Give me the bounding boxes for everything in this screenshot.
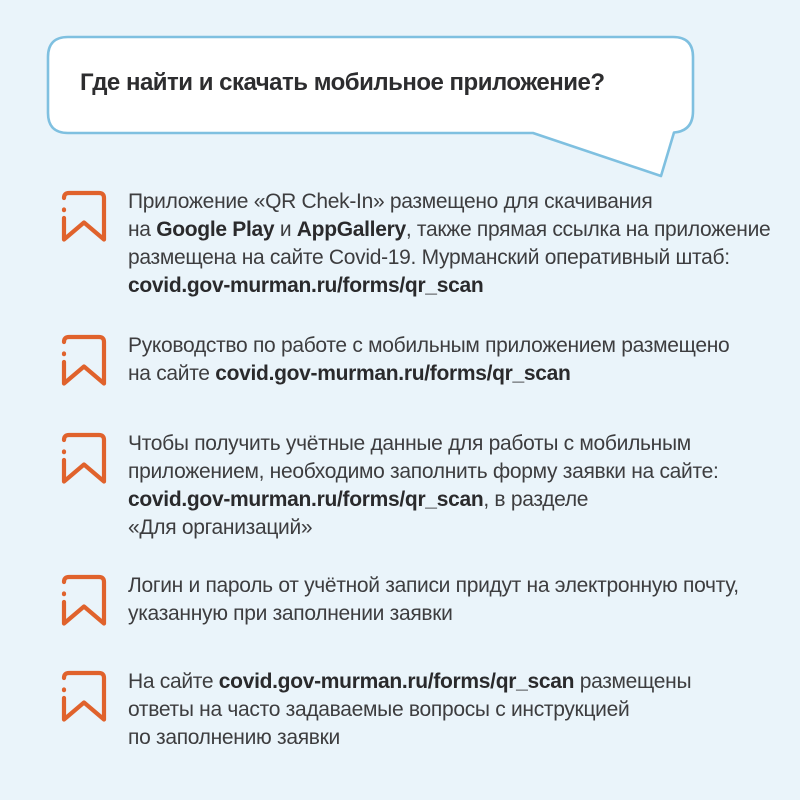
text-line: Чтобы получить учётные данные для работы с мобильным	[128, 432, 691, 455]
bookmark-icon	[61, 670, 107, 724]
item-text	[128, 430, 748, 542]
text-line: на Google Play и AppGallery, также прямая ссылка на приложение	[128, 218, 771, 241]
text-line: на сайте covid.gov-murman.ru/forms/qr_scan	[128, 362, 571, 385]
text-line: по заполнению заявки	[128, 726, 340, 749]
text-line: covid.gov-murman.ru/forms/qr_scan	[128, 274, 484, 297]
text-line: Логин и пароль от учётной записи придут на электронную почту,	[128, 574, 739, 597]
bookmark-icon	[61, 432, 107, 486]
list-item	[61, 668, 761, 752]
list-item	[61, 188, 771, 300]
text-line: размещена на сайте Covid-19. Мурманский оперативный штаб:	[128, 246, 730, 269]
list-item	[61, 572, 761, 628]
text-line: «Для организаций»	[128, 516, 313, 539]
item-text	[128, 332, 748, 388]
bookmark-icon	[61, 574, 107, 628]
bookmark-icon	[61, 190, 107, 244]
text-line: ответы на часто задаваемые вопросы с инструкцией	[128, 698, 630, 721]
text-line: приложением, необходимо заполнить форму заявки на сайте:	[128, 460, 719, 483]
page-title: Где найти и скачать мобильное приложение?	[80, 69, 605, 96]
text-line: Приложение «QR Chek-In» размещено для скачивания	[128, 190, 653, 213]
text-line: указанную при заполнении заявки	[128, 602, 453, 625]
list-item	[61, 430, 761, 542]
text-line: Руководство по работе с мобильным приложением размещено	[128, 334, 730, 357]
text-line: covid.gov-murman.ru/forms/qr_scan, в разделе	[128, 488, 589, 511]
bookmark-icon	[61, 334, 107, 388]
text-line: На сайте covid.gov-murman.ru/forms/qr_scan размещены	[128, 670, 692, 693]
item-text	[128, 668, 748, 752]
item-text	[128, 572, 748, 628]
item-text	[128, 188, 771, 300]
list-item	[61, 332, 761, 388]
